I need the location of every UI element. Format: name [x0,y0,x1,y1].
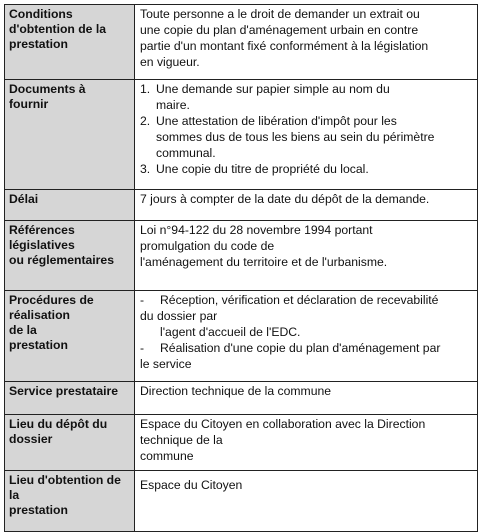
label-line: Service prestataire [9,384,119,398]
label-procedures [5,291,135,382]
item-text: Une attestation de libération d'impôt pour les [156,114,397,128]
row-documents [5,80,478,190]
value-service [135,382,478,415]
label-line: de la [9,323,37,337]
value-line: en vigueur. [140,55,200,69]
row-service [5,382,478,415]
label-line: législatives [9,238,75,252]
value-line: partie d'un montant fixé conformément à la législation [140,39,429,53]
value-references [135,221,478,291]
label-line: Procédures de [9,293,94,307]
value-line: l'aménagement du territoire et de l'urbanisme. [140,255,388,269]
label-line: dossier [9,432,53,446]
label-obtention [5,471,135,532]
step-text: l'agent d'accueil de l'EDC. [160,325,301,339]
label-line: Lieu d'obtention de [9,473,121,487]
value-line: Loi n°94-122 du 28 novembre 1994 portant [140,223,373,237]
item-text: communal. [156,146,216,160]
item-number: 1. [140,82,151,96]
label-depot [5,415,135,471]
item-text: sommes dus de tous les biens au sein du périmètre [156,130,435,144]
procedure-sheet [4,4,478,532]
row-procedures [5,291,478,382]
label-delai [5,190,135,221]
row-references [5,221,478,291]
label-line: fournir [9,97,49,111]
item-text: maire. [156,98,190,112]
item-text: Une copie du titre de propriété du local. [156,162,369,176]
item-number: 3. [140,162,151,176]
label-line: Conditions [9,7,73,21]
procedure-step [140,292,471,340]
label-service [5,382,135,415]
label-line: Délai [9,192,39,206]
value-line: Direction technique de la commune [140,384,332,398]
item-number: 2. [140,114,151,128]
value-line: une copie du plan d'aménagement urbain en contre [140,23,419,37]
label-line: Documents à [9,82,86,96]
step-text: Réalisation d'une copie du plan d'aménagement par [160,341,441,355]
label-line: prestation [9,503,68,517]
row-depot [5,415,478,471]
document-item [140,81,471,113]
label-line: prestation [9,37,68,51]
procedure-table [4,4,478,532]
row-delai [5,190,478,221]
value-line: Espace du Citoyen en collaboration avec la Direction [140,417,426,431]
value-line: technique de la [140,433,223,447]
label-line: la [9,488,20,502]
document-item [140,161,471,177]
row-conditions [5,5,478,80]
label-line: Lieu du dépôt du [9,417,108,431]
value-line: Toute personne a le droit de demander un extrait ou [140,7,420,21]
label-line: Références [9,223,75,237]
value-delai [135,190,478,221]
item-text: Une demande sur papier simple au nom du [156,82,390,96]
value-line: 7 jours à compter de la date du dépôt de la demande. [140,192,430,206]
label-documents [5,80,135,190]
value-obtention [135,471,478,532]
value-line: Espace du Citoyen [140,478,243,492]
label-line: ou réglementaires [9,253,114,267]
label-line: d'obtention de la [9,22,107,36]
procedure-step [140,340,471,372]
label-line: réalisation [9,308,70,322]
step-text: du dossier par [140,309,218,323]
value-line: promulgation du code de [140,239,275,253]
label-line: prestation [9,338,68,352]
value-procedures [135,291,478,382]
document-item [140,113,471,161]
dash-bullet: - [140,341,145,355]
value-depot [135,415,478,471]
step-text: Réception, vérification et déclaration de recevabilité [160,293,439,307]
value-documents [135,80,478,190]
label-conditions [5,5,135,80]
label-references [5,221,135,291]
step-text: le service [140,357,192,371]
row-obtention [5,471,478,532]
value-conditions [135,5,478,80]
dash-bullet: - [140,293,145,307]
value-line: commune [140,449,194,463]
